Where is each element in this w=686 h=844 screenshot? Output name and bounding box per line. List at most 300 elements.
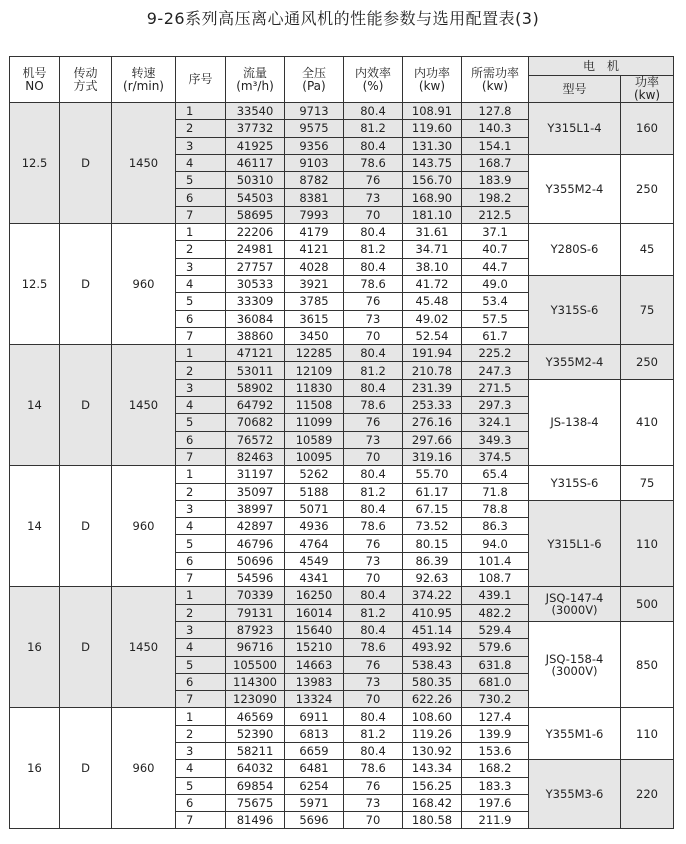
required-power-cell: 730.2 <box>462 691 529 708</box>
page-title: 9-26系列高压离心通风机的性能参数与选用配置表(3) <box>146 9 540 28</box>
motor-model-cell: Y315L1-4 <box>529 103 621 155</box>
pressure-cell: 8381 <box>285 189 344 206</box>
flow-cell: 50310 <box>226 172 285 189</box>
motor-model-cell: Y280S-6 <box>529 224 621 276</box>
motor-power-cell: 250 <box>621 345 674 380</box>
table-row <box>10 587 674 604</box>
seq-cell: 5 <box>176 414 226 431</box>
internal-power-cell: 410.95 <box>403 604 462 621</box>
required-power-cell: 482.2 <box>462 604 529 621</box>
required-power-cell: 37.1 <box>462 224 529 241</box>
internal-power-cell: 119.26 <box>403 725 462 742</box>
required-power-cell: 168.7 <box>462 154 529 171</box>
internal-power-cell: 622.26 <box>403 691 462 708</box>
flow-cell: 46569 <box>226 708 285 725</box>
flow-cell: 38997 <box>226 500 285 517</box>
seq-cell: 4 <box>176 275 226 292</box>
efficiency-cell: 78.6 <box>344 154 403 171</box>
header-required-power: 所需功率 (kw) <box>462 57 529 103</box>
motor-power-cell: 75 <box>621 275 674 344</box>
header-motor-power: 功率 (kw) <box>621 76 674 103</box>
pressure-cell: 4549 <box>285 552 344 569</box>
seq-cell: 7 <box>176 327 226 344</box>
flow-cell: 35097 <box>226 483 285 500</box>
drive-type-cell: D <box>60 708 112 829</box>
flow-cell: 37732 <box>226 120 285 137</box>
efficiency-cell: 81.2 <box>344 120 403 137</box>
pressure-cell: 13324 <box>285 691 344 708</box>
pressure-cell: 4121 <box>285 241 344 258</box>
internal-power-cell: 276.16 <box>403 414 462 431</box>
internal-power-cell: 168.42 <box>403 794 462 811</box>
seq-cell: 5 <box>176 293 226 310</box>
efficiency-cell: 73 <box>344 552 403 569</box>
flow-cell: 46117 <box>226 154 285 171</box>
required-power-cell: 139.9 <box>462 725 529 742</box>
pressure-cell: 9713 <box>285 103 344 120</box>
drive-type-cell: D <box>60 466 112 587</box>
motor-power-cell: 160 <box>621 103 674 155</box>
required-power-cell: 211.9 <box>462 812 529 829</box>
drive-type-cell: D <box>60 587 112 708</box>
pressure-cell: 14663 <box>285 656 344 673</box>
internal-power-cell: 580.35 <box>403 673 462 690</box>
efficiency-cell: 70 <box>344 570 403 587</box>
flow-cell: 81496 <box>226 812 285 829</box>
seq-cell: 3 <box>176 742 226 759</box>
pressure-cell: 6911 <box>285 708 344 725</box>
required-power-cell: 101.4 <box>462 552 529 569</box>
internal-power-cell: 180.58 <box>403 812 462 829</box>
fan-no-cell: 14 <box>10 345 60 466</box>
flow-cell: 54596 <box>226 570 285 587</box>
pressure-cell: 5188 <box>285 483 344 500</box>
seq-cell: 6 <box>176 431 226 448</box>
motor-model-cell: Y315S-6 <box>529 466 621 501</box>
seq-cell: 1 <box>176 708 226 725</box>
pressure-cell: 10589 <box>285 431 344 448</box>
drive-type-cell: D <box>60 103 112 224</box>
pressure-cell: 9575 <box>285 120 344 137</box>
fan-no-cell: 12.5 <box>10 103 60 224</box>
efficiency-cell: 81.2 <box>344 483 403 500</box>
header-pressure: 全压 (Pa) <box>285 57 344 103</box>
pressure-cell: 9103 <box>285 154 344 171</box>
efficiency-cell: 80.4 <box>344 587 403 604</box>
flow-cell: 27757 <box>226 258 285 275</box>
pressure-cell: 16014 <box>285 604 344 621</box>
internal-power-cell: 374.22 <box>403 587 462 604</box>
seq-cell: 2 <box>176 483 226 500</box>
efficiency-cell: 81.2 <box>344 725 403 742</box>
flow-cell: 105500 <box>226 656 285 673</box>
pressure-cell: 6254 <box>285 777 344 794</box>
fan-no-cell: 16 <box>10 708 60 829</box>
required-power-cell: 94.0 <box>462 535 529 552</box>
required-power-cell: 374.5 <box>462 448 529 465</box>
efficiency-cell: 73 <box>344 310 403 327</box>
efficiency-cell: 78.6 <box>344 397 403 414</box>
header-motor-model: 型号 <box>529 76 621 103</box>
speed-cell: 1450 <box>112 103 176 224</box>
flow-cell: 30533 <box>226 275 285 292</box>
pressure-cell: 6481 <box>285 760 344 777</box>
efficiency-cell: 78.6 <box>344 639 403 656</box>
efficiency-cell: 73 <box>344 673 403 690</box>
internal-power-cell: 451.14 <box>403 621 462 638</box>
seq-cell: 7 <box>176 448 226 465</box>
seq-cell: 5 <box>176 172 226 189</box>
required-power-cell: 53.4 <box>462 293 529 310</box>
internal-power-cell: 52.54 <box>403 327 462 344</box>
motor-model-cell: Y355M1-6 <box>529 708 621 760</box>
motor-power-cell: 110 <box>621 708 674 760</box>
motor-power-cell: 220 <box>621 760 674 829</box>
required-power-cell: 86.3 <box>462 518 529 535</box>
seq-cell: 4 <box>176 154 226 171</box>
seq-cell: 7 <box>176 812 226 829</box>
flow-cell: 70682 <box>226 414 285 431</box>
pressure-cell: 4936 <box>285 518 344 535</box>
efficiency-cell: 73 <box>344 189 403 206</box>
required-power-cell: 57.5 <box>462 310 529 327</box>
required-power-cell: 439.1 <box>462 587 529 604</box>
internal-power-cell: 191.94 <box>403 345 462 362</box>
table-row <box>10 103 674 120</box>
flow-cell: 41925 <box>226 137 285 154</box>
efficiency-cell: 78.6 <box>344 275 403 292</box>
flow-cell: 52390 <box>226 725 285 742</box>
internal-power-cell: 108.91 <box>403 103 462 120</box>
seq-cell: 7 <box>176 570 226 587</box>
required-power-cell: 108.7 <box>462 570 529 587</box>
pressure-cell: 15210 <box>285 639 344 656</box>
seq-cell: 2 <box>176 120 226 137</box>
seq-cell: 6 <box>176 189 226 206</box>
efficiency-cell: 73 <box>344 794 403 811</box>
motor-model-cell: Y355M2-4 <box>529 345 621 380</box>
header-drive: 传动 方式 <box>60 57 112 103</box>
efficiency-cell: 76 <box>344 414 403 431</box>
pressure-cell: 9356 <box>285 137 344 154</box>
seq-cell: 5 <box>176 777 226 794</box>
flow-cell: 53011 <box>226 362 285 379</box>
internal-power-cell: 108.60 <box>403 708 462 725</box>
header-flow: 流量 (m³/h) <box>226 57 285 103</box>
fan-no-cell: 14 <box>10 466 60 587</box>
pressure-cell: 13983 <box>285 673 344 690</box>
pressure-cell: 15640 <box>285 621 344 638</box>
internal-power-cell: 181.10 <box>403 206 462 223</box>
header-no: 机号 NO <box>10 57 60 103</box>
internal-power-cell: 34.71 <box>403 241 462 258</box>
required-power-cell: 579.6 <box>462 639 529 656</box>
internal-power-cell: 231.39 <box>403 379 462 396</box>
required-power-cell: 40.7 <box>462 241 529 258</box>
flow-cell: 36084 <box>226 310 285 327</box>
header-internal-power: 内功率 (kw) <box>403 57 462 103</box>
flow-cell: 69854 <box>226 777 285 794</box>
table-header <box>10 57 674 103</box>
efficiency-cell: 81.2 <box>344 362 403 379</box>
internal-power-cell: 297.66 <box>403 431 462 448</box>
fan-spec-table <box>9 56 674 829</box>
required-power-cell: 127.4 <box>462 708 529 725</box>
efficiency-cell: 76 <box>344 535 403 552</box>
flow-cell: 70339 <box>226 587 285 604</box>
seq-cell: 3 <box>176 379 226 396</box>
header-motor: 电 机 <box>529 57 674 76</box>
pressure-cell: 3450 <box>285 327 344 344</box>
motor-power-cell: 250 <box>621 154 674 223</box>
efficiency-cell: 70 <box>344 448 403 465</box>
internal-power-cell: 538.43 <box>403 656 462 673</box>
efficiency-cell: 76 <box>344 656 403 673</box>
required-power-cell: 631.8 <box>462 656 529 673</box>
pressure-cell: 11830 <box>285 379 344 396</box>
internal-power-cell: 130.92 <box>403 742 462 759</box>
pressure-cell: 5696 <box>285 812 344 829</box>
internal-power-cell: 156.25 <box>403 777 462 794</box>
required-power-cell: 44.7 <box>462 258 529 275</box>
seq-cell: 5 <box>176 535 226 552</box>
internal-power-cell: 67.15 <box>403 500 462 517</box>
efficiency-cell: 80.4 <box>344 379 403 396</box>
required-power-cell: 153.6 <box>462 742 529 759</box>
seq-cell: 2 <box>176 604 226 621</box>
pressure-cell: 5262 <box>285 466 344 483</box>
required-power-cell: 297.3 <box>462 397 529 414</box>
required-power-cell: 212.5 <box>462 206 529 223</box>
seq-cell: 4 <box>176 397 226 414</box>
seq-cell: 5 <box>176 656 226 673</box>
required-power-cell: 247.3 <box>462 362 529 379</box>
flow-cell: 82463 <box>226 448 285 465</box>
flow-cell: 22206 <box>226 224 285 241</box>
internal-power-cell: 86.39 <box>403 552 462 569</box>
motor-power-cell: 850 <box>621 621 674 707</box>
efficiency-cell: 80.4 <box>344 621 403 638</box>
pressure-cell: 6659 <box>285 742 344 759</box>
efficiency-cell: 80.4 <box>344 466 403 483</box>
flow-cell: 33309 <box>226 293 285 310</box>
internal-power-cell: 143.34 <box>403 760 462 777</box>
flow-cell: 87923 <box>226 621 285 638</box>
motor-power-cell: 110 <box>621 500 674 586</box>
speed-cell: 1450 <box>112 345 176 466</box>
drive-type-cell: D <box>60 345 112 466</box>
required-power-cell: 198.2 <box>462 189 529 206</box>
table-row <box>10 708 674 725</box>
efficiency-cell: 80.4 <box>344 224 403 241</box>
flow-cell: 47121 <box>226 345 285 362</box>
pressure-cell: 4764 <box>285 535 344 552</box>
seq-cell: 1 <box>176 224 226 241</box>
speed-cell: 960 <box>112 466 176 587</box>
fan-no-cell: 16 <box>10 587 60 708</box>
efficiency-cell: 76 <box>344 172 403 189</box>
required-power-cell: 183.9 <box>462 172 529 189</box>
internal-power-cell: 156.70 <box>403 172 462 189</box>
seq-cell: 1 <box>176 587 226 604</box>
seq-cell: 2 <box>176 241 226 258</box>
efficiency-cell: 70 <box>344 327 403 344</box>
pressure-cell: 4341 <box>285 570 344 587</box>
efficiency-cell: 80.4 <box>344 258 403 275</box>
required-power-cell: 349.3 <box>462 431 529 448</box>
drive-type-cell: D <box>60 224 112 345</box>
internal-power-cell: 31.61 <box>403 224 462 241</box>
seq-cell: 2 <box>176 725 226 742</box>
seq-cell: 1 <box>176 103 226 120</box>
internal-power-cell: 119.60 <box>403 120 462 137</box>
required-power-cell: 71.8 <box>462 483 529 500</box>
flow-cell: 76572 <box>226 431 285 448</box>
table-row <box>10 224 674 241</box>
internal-power-cell: 210.78 <box>403 362 462 379</box>
required-power-cell: 78.8 <box>462 500 529 517</box>
required-power-cell: 168.2 <box>462 760 529 777</box>
flow-cell: 79131 <box>226 604 285 621</box>
efficiency-cell: 80.4 <box>344 708 403 725</box>
internal-power-cell: 41.72 <box>403 275 462 292</box>
internal-power-cell: 55.70 <box>403 466 462 483</box>
internal-power-cell: 319.16 <box>403 448 462 465</box>
efficiency-cell: 70 <box>344 206 403 223</box>
flow-cell: 58695 <box>226 206 285 223</box>
required-power-cell: 154.1 <box>462 137 529 154</box>
motor-model-cell: Y315L1-6 <box>529 500 621 586</box>
flow-cell: 123090 <box>226 691 285 708</box>
efficiency-cell: 70 <box>344 812 403 829</box>
seq-cell: 7 <box>176 691 226 708</box>
pressure-cell: 3615 <box>285 310 344 327</box>
required-power-cell: 127.8 <box>462 103 529 120</box>
motor-model-cell: JS-138-4 <box>529 379 621 465</box>
efficiency-cell: 80.4 <box>344 500 403 517</box>
efficiency-cell: 81.2 <box>344 241 403 258</box>
header-efficiency: 内效率 (%) <box>344 57 403 103</box>
internal-power-cell: 45.48 <box>403 293 462 310</box>
flow-cell: 75675 <box>226 794 285 811</box>
table-body <box>10 103 674 829</box>
seq-cell: 3 <box>176 137 226 154</box>
efficiency-cell: 80.4 <box>344 103 403 120</box>
efficiency-cell: 70 <box>344 691 403 708</box>
efficiency-cell: 81.2 <box>344 604 403 621</box>
seq-cell: 4 <box>176 518 226 535</box>
flow-cell: 58211 <box>226 742 285 759</box>
internal-power-cell: 168.90 <box>403 189 462 206</box>
table-row <box>10 345 674 362</box>
efficiency-cell: 73 <box>344 431 403 448</box>
internal-power-cell: 131.30 <box>403 137 462 154</box>
flow-cell: 96716 <box>226 639 285 656</box>
pressure-cell: 11099 <box>285 414 344 431</box>
pressure-cell: 7993 <box>285 206 344 223</box>
efficiency-cell: 80.4 <box>344 137 403 154</box>
flow-cell: 42897 <box>226 518 285 535</box>
internal-power-cell: 493.92 <box>403 639 462 656</box>
pressure-cell: 4179 <box>285 224 344 241</box>
seq-cell: 3 <box>176 621 226 638</box>
seq-cell: 6 <box>176 794 226 811</box>
seq-cell: 3 <box>176 500 226 517</box>
flow-cell: 46796 <box>226 535 285 552</box>
required-power-cell: 49.0 <box>462 275 529 292</box>
pressure-cell: 5071 <box>285 500 344 517</box>
required-power-cell: 65.4 <box>462 466 529 483</box>
required-power-cell: 183.3 <box>462 777 529 794</box>
flow-cell: 50696 <box>226 552 285 569</box>
flow-cell: 38860 <box>226 327 285 344</box>
fan-no-cell: 12.5 <box>10 224 60 345</box>
pressure-cell: 16250 <box>285 587 344 604</box>
flow-cell: 24981 <box>226 241 285 258</box>
internal-power-cell: 92.63 <box>403 570 462 587</box>
motor-model-cell: Y355M3-6 <box>529 760 621 829</box>
flow-cell: 58902 <box>226 379 285 396</box>
seq-cell: 6 <box>176 552 226 569</box>
pressure-cell: 8782 <box>285 172 344 189</box>
internal-power-cell: 73.52 <box>403 518 462 535</box>
motor-model-cell: JSQ-158-4 (3000V) <box>529 621 621 707</box>
efficiency-cell: 80.4 <box>344 345 403 362</box>
efficiency-cell: 76 <box>344 293 403 310</box>
table-row <box>10 466 674 483</box>
seq-cell: 3 <box>176 258 226 275</box>
pressure-cell: 6813 <box>285 725 344 742</box>
seq-cell: 6 <box>176 310 226 327</box>
efficiency-cell: 78.6 <box>344 518 403 535</box>
seq-cell: 4 <box>176 639 226 656</box>
internal-power-cell: 49.02 <box>403 310 462 327</box>
seq-cell: 2 <box>176 362 226 379</box>
motor-power-cell: 500 <box>621 587 674 622</box>
flow-cell: 64032 <box>226 760 285 777</box>
motor-model-cell: Y355M2-4 <box>529 154 621 223</box>
internal-power-cell: 38.10 <box>403 258 462 275</box>
required-power-cell: 197.6 <box>462 794 529 811</box>
pressure-cell: 4028 <box>285 258 344 275</box>
motor-model-cell: Y315S-6 <box>529 275 621 344</box>
internal-power-cell: 143.75 <box>403 154 462 171</box>
required-power-cell: 271.5 <box>462 379 529 396</box>
pressure-cell: 3785 <box>285 293 344 310</box>
seq-cell: 7 <box>176 206 226 223</box>
required-power-cell: 324.1 <box>462 414 529 431</box>
seq-cell: 4 <box>176 760 226 777</box>
flow-cell: 114300 <box>226 673 285 690</box>
flow-cell: 54503 <box>226 189 285 206</box>
header-seq: 序号 <box>176 57 226 103</box>
seq-cell: 6 <box>176 673 226 690</box>
speed-cell: 960 <box>112 708 176 829</box>
motor-power-cell: 410 <box>621 379 674 465</box>
pressure-cell: 12109 <box>285 362 344 379</box>
efficiency-cell: 80.4 <box>344 742 403 759</box>
pressure-cell: 5971 <box>285 794 344 811</box>
speed-cell: 960 <box>112 224 176 345</box>
required-power-cell: 61.7 <box>462 327 529 344</box>
required-power-cell: 140.3 <box>462 120 529 137</box>
flow-cell: 31197 <box>226 466 285 483</box>
efficiency-cell: 78.6 <box>344 760 403 777</box>
internal-power-cell: 80.15 <box>403 535 462 552</box>
speed-cell: 1450 <box>112 587 176 708</box>
motor-model-cell: JSQ-147-4 (3000V) <box>529 587 621 622</box>
required-power-cell: 681.0 <box>462 673 529 690</box>
